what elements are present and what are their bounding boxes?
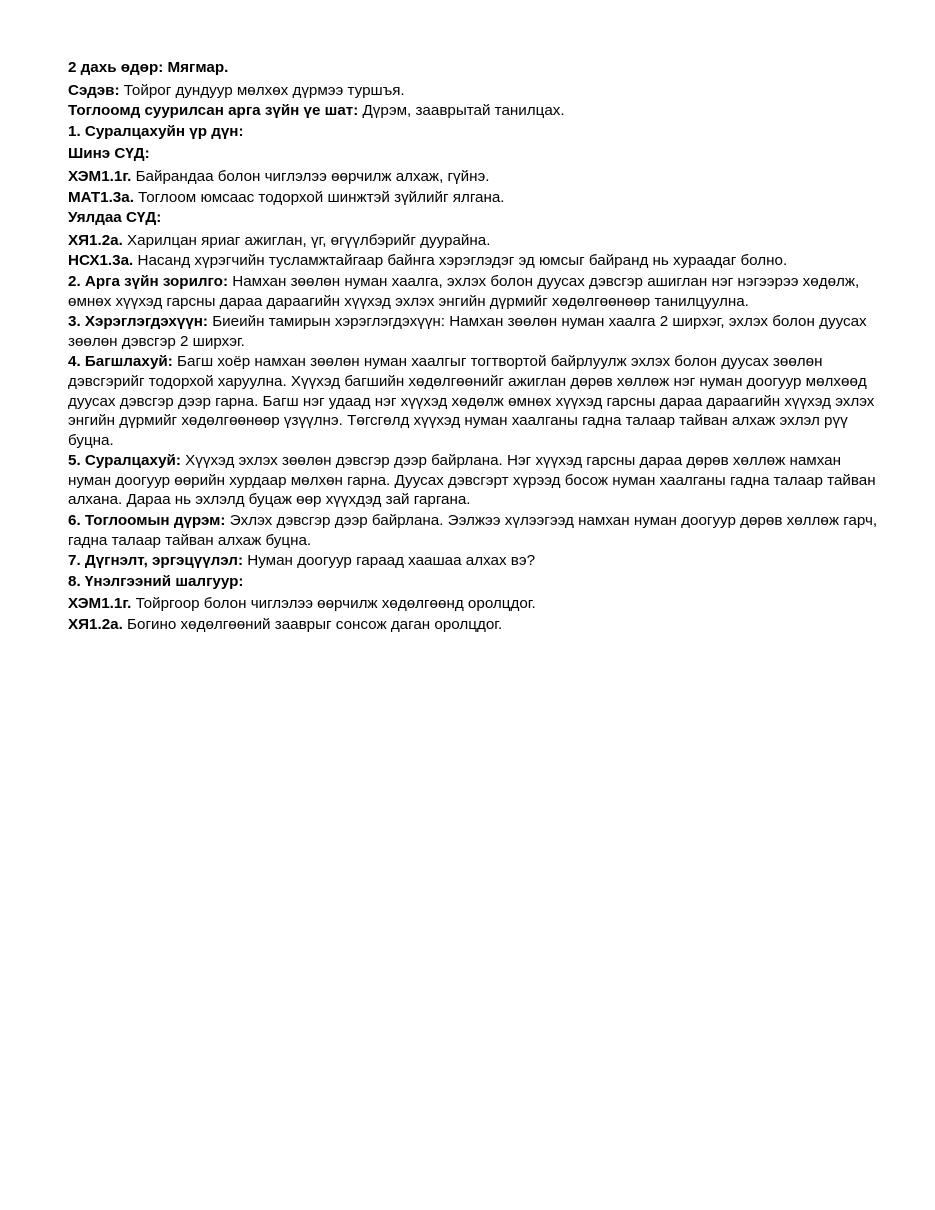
rules-label: 6. Тоглоомын дүрэм:: [68, 512, 226, 530]
topic-text: Тойрог дундуур мөлхөх дүрмээ туршъя.: [119, 81, 405, 99]
day-title: 2 дахь өдөр: Мягмар.: [68, 59, 229, 76]
learning-text: Хүүхэд эхлэх зөөлөн дэвсгэр дээр байрлана. Нэг хүүхэд гарсны дараа дөрөв хөллөж намхан нуман доогуур өөрийн хурдаар мөлхөн гарна. Дуусах дэвсгэрт хүрээд босож нуман хаалганы гадна талаар тайван алхана. Дараа нь эхлэлд буцаж өөр хүүхдэд зай гаргана.: [68, 452, 876, 509]
reflection-label: 7. Дүгнэлт, эргэцүүлэл:: [68, 552, 244, 570]
standard-code: НСХ1.3а.: [68, 252, 134, 270]
topic-line: [68, 81, 883, 101]
linked-standard-item: [68, 251, 883, 271]
reflection-text: Нуман доогуур гараад хаашаа алхах вэ?: [243, 552, 536, 570]
standard-text: Байрандаа болон чиглэлээ өөрчилж алхаж, гүйнэ.: [131, 167, 490, 185]
standard-code: МАТ1.3а.: [68, 188, 134, 206]
teaching-text: Багш хоёр намхан зөөлөн нуман хаалгыг тогтвортой байрлуулж эхлэх болон дуусах зөөлөн дэвсгэрийг тодорхой харуулна. Хүүхэд багшийн хөдөлгөөнийг ажиглан дөрөв хөллөж нэг нуман доогуур мөлхөөд дуусах дэвсгэр дээр гарна. Багш нэг удаад нэг хүүхэд хөдөлж өмнөх хүүхэд гарсны дараа дараагийн хүүхэд эхлэх энгийн дүрмийг хөдөлгөөнөөр үзүүлнэ. Төгсгөлд хүүхэд нуман хаалганы гадна талаар тайван алхаж эхлэл рүү буцна.: [68, 353, 875, 449]
teaching-label: 4. Багшлахуй:: [68, 353, 173, 371]
assessment-heading: 8. Үнэлгээний шалгуур:: [68, 572, 244, 590]
assessment-item: [68, 594, 883, 614]
linked-standard-item: [68, 231, 883, 251]
assessment-item: [68, 615, 883, 635]
rules-section: [68, 511, 883, 550]
stage-line: [68, 101, 883, 121]
standard-text: Насанд хүрэгчийн тусламжтайгаар байнга хэрэглэдэг эд юмсыг байранд нь хураадаг болно.: [133, 252, 788, 270]
core-standards-heading: Шинэ СҮД:: [68, 145, 150, 163]
standard-text: Харилцан яриаг ажиглан, үг, өгүүлбэрийг дуурайна.: [122, 231, 491, 249]
materials-section: [68, 312, 883, 351]
topic-label: Сэдэв:: [68, 81, 120, 99]
materials-label: 3. Хэрэглэгдэхүүн:: [68, 313, 208, 331]
linked-standards-heading: Уялдаа СҮД:: [68, 209, 162, 227]
standard-text: Тоглоом юмсаас тодорхой шинжтэй зүйлийг ялгана.: [133, 188, 505, 206]
goal-section: [68, 272, 883, 311]
standard-text: Богино хөдөлгөөний зааврыг сонсож даган оролцдог.: [122, 616, 503, 634]
standard-code: ХЯ1.2а.: [68, 231, 123, 249]
goal-text: Намхан зөөлөн нуман хаалга, эхлэх болон дуусах дэвсгэр ашиглан нэг нэгээрээ хөдөлж, өмнөх хүүхэд гарсны дараа дараагийн хүүхэд эхлэх энгийн дүрмийг хөдөлгөөнөөр танилцуулна.: [68, 272, 860, 310]
rules-text: Эхлэх дэвсгэр дээр байрлана. Ээлжээ хүлээгээд намхан нуман доогуур дөрөв хөллөж гарч, гадна талаар тайван алхаж буцна.: [68, 512, 878, 549]
standard-code: ХЭМ1.1г.: [68, 595, 132, 613]
outcomes-heading: 1. Суралцахуйн үр дүн:: [68, 122, 244, 140]
reflection-section: [68, 551, 883, 571]
core-standard-item: [68, 188, 883, 208]
stage-text: Дүрэм, зааврытай танилцах.: [358, 102, 565, 120]
stage-label: Тоглоомд суурилсан арга зүйн үе шат:: [68, 102, 359, 120]
goal-label: 2. Арга зүйн зорилго:: [68, 272, 229, 290]
standard-code: ХЯ1.2а.: [68, 616, 123, 634]
teaching-section: [68, 352, 883, 450]
lesson-plan-document: [68, 58, 883, 636]
standard-text: Тойргоор болон чиглэлээ өөрчилж хөдөлгөөнд оролцдог.: [131, 595, 536, 613]
learning-section: [68, 451, 883, 510]
standard-code: ХЭМ1.1г.: [68, 167, 132, 185]
materials-text: Биеийн тамирын хэрэглэгдэхүүн: Намхан зөөлөн нуман хаалга 2 ширхэг, эхлэх болон дуусах зөөлөн дэвсгэр 2 ширхэг.: [68, 313, 867, 350]
learning-label: 5. Суралцахуй:: [68, 452, 181, 470]
core-standard-item: [68, 167, 883, 187]
